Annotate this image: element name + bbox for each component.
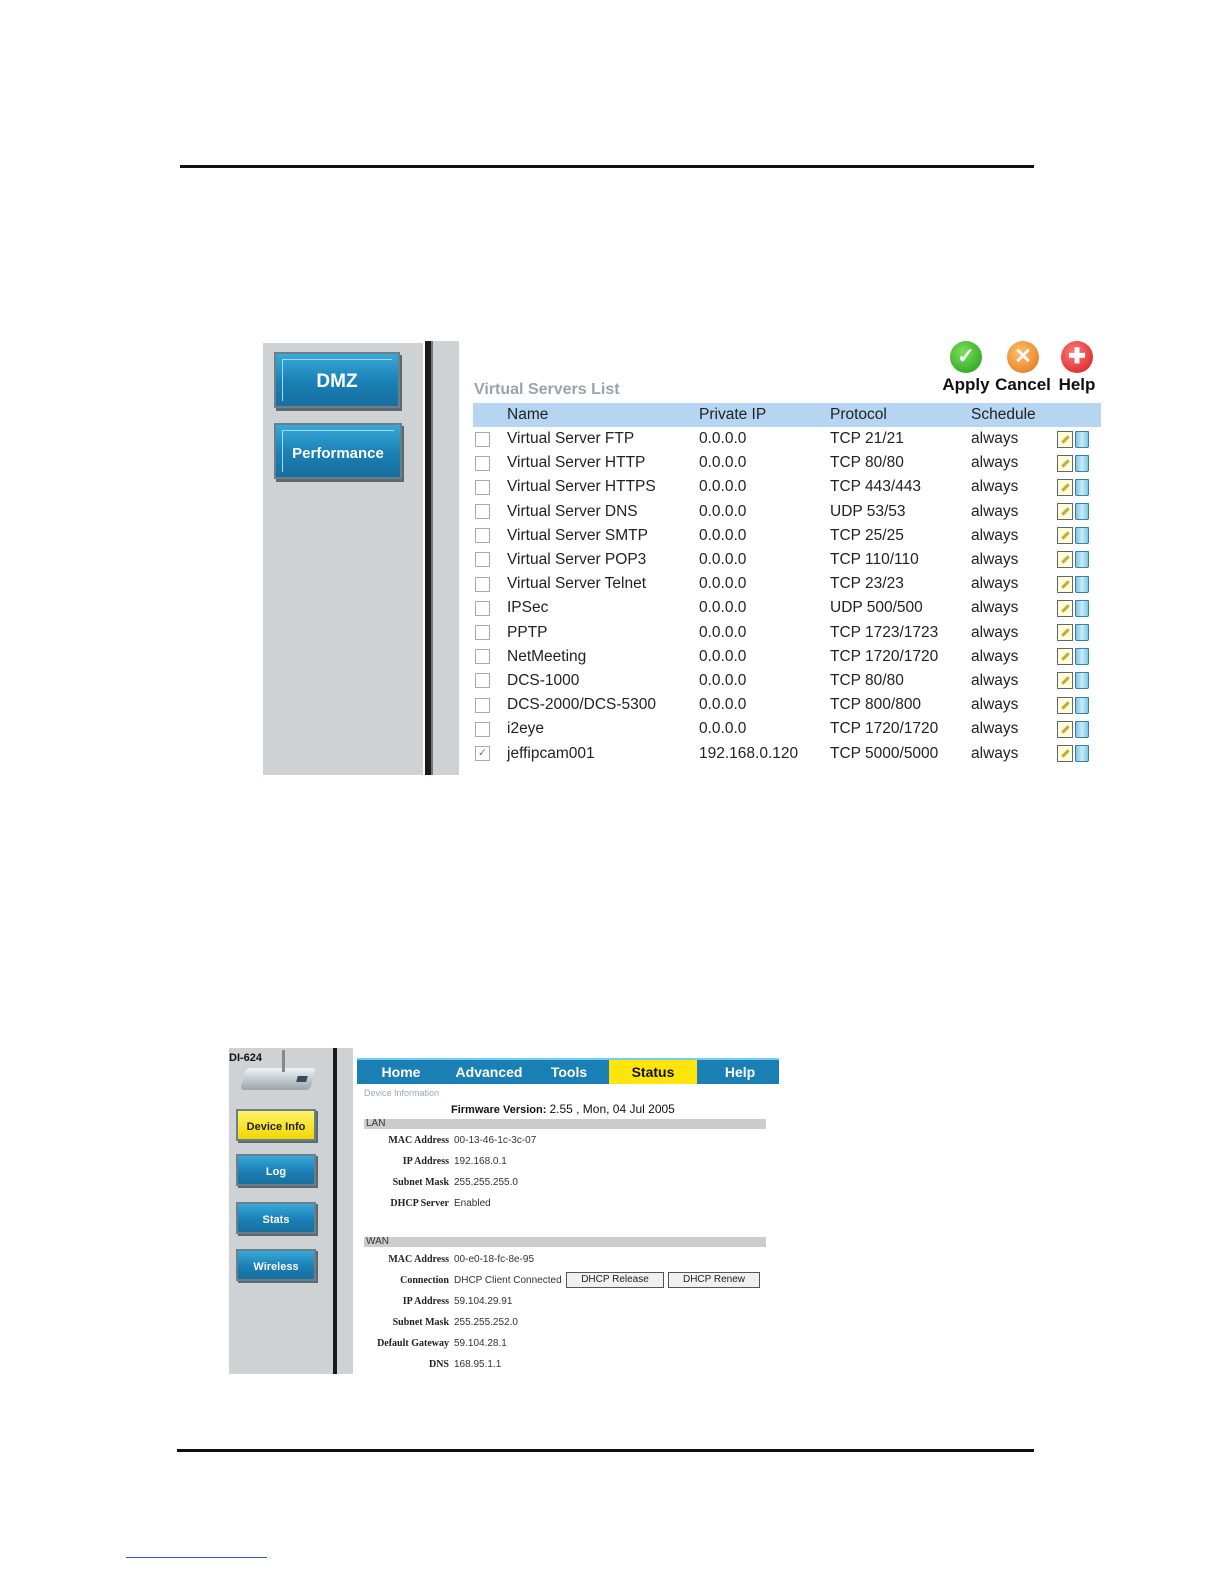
- sidebar-separator: [425, 341, 433, 775]
- row-checkbox[interactable]: [475, 649, 490, 664]
- edit-icon[interactable]: [1057, 600, 1073, 617]
- wan-field-value: 255.255.252.0: [454, 1317, 518, 1328]
- wan-field-value: 59.104.29.91: [454, 1296, 513, 1307]
- help-button[interactable]: ✚ Help: [1057, 341, 1097, 395]
- row-name: IPSec: [507, 599, 549, 617]
- row-protocol: TCP 110/110: [830, 551, 919, 569]
- row-name: DCS-1000: [507, 671, 580, 689]
- row-private-ip: 0.0.0.0: [699, 599, 747, 617]
- row-checkbox[interactable]: [475, 577, 490, 592]
- tab-home[interactable]: Home: [381, 1064, 421, 1080]
- row-schedule: always: [971, 647, 1019, 665]
- performance-button[interactable]: Performance: [274, 423, 402, 479]
- edit-icon[interactable]: [1057, 624, 1073, 641]
- table-row: [473, 524, 1101, 548]
- row-protocol: TCP 1720/1720: [830, 647, 939, 665]
- router-icon: [240, 1068, 316, 1090]
- row-checkbox[interactable]: [475, 722, 490, 737]
- row-checkbox[interactable]: [475, 480, 490, 495]
- antenna-icon: [282, 1050, 285, 1072]
- row-protocol: TCP 1723/1723: [830, 623, 939, 641]
- trash-icon[interactable]: [1075, 551, 1089, 568]
- row-schedule: always: [971, 720, 1019, 738]
- trash-icon[interactable]: [1075, 576, 1089, 593]
- row-name: Virtual Server FTP: [507, 430, 635, 448]
- row-name: DCS-2000/DCS-5300: [507, 696, 657, 714]
- row-schedule: always: [971, 575, 1019, 593]
- row-schedule: always: [971, 671, 1019, 689]
- row-protocol: UDP 53/53: [830, 502, 906, 520]
- edit-icon[interactable]: [1057, 697, 1073, 714]
- wireless-button[interactable]: Wireless: [236, 1249, 316, 1281]
- row-protocol: TCP 5000/5000: [830, 744, 939, 762]
- column-header-name: Name: [507, 403, 699, 427]
- check-icon: ✓: [950, 341, 982, 373]
- row-schedule: always: [971, 454, 1019, 472]
- row-schedule: always: [971, 502, 1019, 520]
- trash-icon[interactable]: [1075, 745, 1089, 762]
- table-row: [473, 451, 1101, 475]
- trash-icon[interactable]: [1075, 600, 1089, 617]
- dmz-button[interactable]: DMZ: [274, 352, 400, 408]
- wan-field-value: 59.104.28.1: [454, 1338, 507, 1349]
- row-private-ip: 0.0.0.0: [699, 623, 747, 641]
- lan-header: LAN: [364, 1119, 766, 1129]
- table-row: [473, 669, 1101, 693]
- apply-button[interactable]: ✓ Apply: [940, 341, 992, 395]
- trash-icon[interactable]: [1075, 648, 1089, 665]
- row-protocol: TCP 25/25: [830, 526, 904, 544]
- row-schedule: always: [971, 430, 1019, 448]
- row-schedule: always: [971, 696, 1019, 714]
- row-checkbox[interactable]: [475, 528, 490, 543]
- row-schedule: always: [971, 526, 1019, 544]
- row-private-ip: 0.0.0.0: [699, 526, 747, 544]
- device-info-screenshot: DI-624 Device Info Log Stats Wireless Home Advanced Tools Status Help Device Information Firmware Version: 2.55 , Mon, 04 Jul 2005 LAN MAC Address 00-13-46-1c-3c-07 IP Address 192.168.0.1 Subnet Mask 255.255.255.0 DHCP Server Enabled WAN MAC Address 00-e0-18-fc-8e-95 Connection DHCP Client Connected IP Address 59.104.29.91 Subnet Mask 255.255.252.0 Default Gateway 59.104.28.1 DNS 168.95.1.1 DHCP Release DHCP Renew: [229, 1048, 779, 1374]
- row-name: NetMeeting: [507, 647, 587, 665]
- trash-icon[interactable]: [1075, 624, 1089, 641]
- table-row: [473, 621, 1101, 645]
- cancel-button[interactable]: ✕ Cancel: [995, 341, 1051, 395]
- row-name: Virtual Server POP3: [507, 551, 647, 569]
- sidebar-gap: [433, 341, 459, 775]
- edit-icon[interactable]: [1057, 672, 1073, 689]
- table-header-row: [473, 403, 1101, 427]
- row-private-ip: 0.0.0.0: [699, 696, 747, 714]
- device-info-button[interactable]: Device Info: [236, 1109, 316, 1141]
- dhcp-release-button[interactable]: DHCP Release: [566, 1272, 664, 1288]
- lan-field-value: 00-13-46-1c-3c-07: [454, 1135, 537, 1146]
- row-checkbox[interactable]: [475, 625, 490, 640]
- row-schedule: always: [971, 478, 1019, 496]
- top-tabs: [357, 1058, 779, 1084]
- row-checkbox[interactable]: [475, 601, 490, 616]
- edit-icon[interactable]: [1057, 551, 1073, 568]
- edit-icon[interactable]: [1057, 455, 1073, 472]
- lan-field-value: Enabled: [454, 1198, 491, 1209]
- table-row: [473, 741, 1101, 765]
- edit-icon[interactable]: [1057, 745, 1073, 762]
- virtual-servers-screenshot: [263, 341, 1103, 775]
- row-private-ip: 0.0.0.0: [699, 502, 747, 520]
- model-label: DI-624: [229, 1052, 263, 1064]
- wan-header: WAN: [364, 1237, 766, 1247]
- log-button[interactable]: Log: [236, 1154, 316, 1186]
- row-private-ip: 0.0.0.0: [699, 478, 747, 496]
- row-name: PPTP: [507, 623, 548, 641]
- virtual-servers-title: Virtual Servers List: [474, 381, 620, 398]
- close-icon: ✕: [1007, 341, 1039, 373]
- dhcp-renew-button[interactable]: DHCP Renew: [668, 1272, 760, 1288]
- tab-help[interactable]: Help: [724, 1064, 756, 1080]
- row-checkbox[interactable]: ✓: [475, 746, 490, 761]
- row-private-ip: 0.0.0.0: [699, 647, 747, 665]
- table-row: [473, 693, 1101, 717]
- plus-icon: ✚: [1061, 341, 1093, 373]
- row-protocol: UDP 500/500: [830, 599, 923, 617]
- table-row: [473, 645, 1101, 669]
- wan-field-value: DHCP Client Connected: [454, 1275, 562, 1286]
- trash-icon[interactable]: [1075, 431, 1089, 448]
- tab-tools[interactable]: Tools: [550, 1064, 588, 1080]
- link-underline: [126, 1557, 267, 1558]
- virtual-servers-table: [473, 403, 1101, 766]
- row-private-ip: 0.0.0.0: [699, 575, 747, 593]
- trash-icon[interactable]: [1075, 503, 1089, 520]
- table-row: [473, 475, 1101, 499]
- edit-icon[interactable]: [1057, 576, 1073, 593]
- row-name: jeffipcam001: [507, 744, 595, 762]
- trash-icon[interactable]: [1075, 721, 1089, 738]
- stats-button[interactable]: Stats: [236, 1202, 316, 1234]
- row-private-ip: 0.0.0.0: [699, 551, 747, 569]
- lan-field-value: 192.168.0.1: [454, 1156, 507, 1167]
- wan-field-value: 168.95.1.1: [454, 1359, 502, 1370]
- row-protocol: TCP 800/800: [830, 696, 922, 714]
- footer-rule: [177, 1449, 1034, 1452]
- column-header-protocol: Protocol: [830, 403, 971, 427]
- table-row: [473, 717, 1101, 741]
- table-row: [473, 427, 1101, 451]
- row-name: Virtual Server SMTP: [507, 526, 648, 544]
- trash-icon[interactable]: [1075, 455, 1089, 472]
- row-protocol: TCP 80/80: [830, 671, 904, 689]
- column-header-schedule: Schedule: [971, 403, 1057, 427]
- trash-icon[interactable]: [1075, 672, 1089, 689]
- advanced-sidebar: [263, 343, 423, 775]
- column-header-private-ip: Private IP: [699, 403, 830, 427]
- section-title: Device Information: [364, 1088, 440, 1098]
- edit-icon[interactable]: [1057, 479, 1073, 496]
- row-schedule: always: [971, 623, 1019, 641]
- row-private-ip: 0.0.0.0: [699, 671, 747, 689]
- row-private-ip: 0.0.0.0: [699, 430, 747, 448]
- row-name: Virtual Server Telnet: [507, 575, 647, 593]
- row-private-ip: 192.168.0.120: [699, 744, 799, 762]
- row-protocol: TCP 80/80: [830, 454, 904, 472]
- edit-icon[interactable]: [1057, 648, 1073, 665]
- sidebar-gap: [337, 1048, 353, 1374]
- firmware-version: Firmware Version: 2.55 , Mon, 04 Jul 2005: [451, 1102, 675, 1116]
- edit-icon[interactable]: [1057, 721, 1073, 738]
- row-protocol: TCP 1720/1720: [830, 720, 939, 738]
- row-protocol: TCP 21/21: [830, 430, 904, 448]
- table-row: [473, 572, 1101, 596]
- row-name: Virtual Server HTTPS: [507, 478, 656, 496]
- tab-advanced[interactable]: Advanced: [455, 1064, 523, 1080]
- wan-field-value: 00-e0-18-fc-8e-95: [454, 1254, 535, 1265]
- edit-icon[interactable]: [1057, 503, 1073, 520]
- trash-icon[interactable]: [1075, 697, 1089, 714]
- row-schedule: always: [971, 599, 1019, 617]
- trash-icon[interactable]: [1075, 527, 1089, 544]
- edit-icon[interactable]: [1057, 527, 1073, 544]
- status-sidebar: [229, 1048, 333, 1374]
- row-protocol: TCP 443/443: [830, 478, 922, 496]
- row-protocol: TCP 23/23: [830, 575, 904, 593]
- row-private-ip: 0.0.0.0: [699, 720, 747, 738]
- row-checkbox[interactable]: [475, 552, 490, 567]
- row-checkbox[interactable]: [475, 504, 490, 519]
- table-row: [473, 596, 1101, 620]
- row-private-ip: 0.0.0.0: [699, 454, 747, 472]
- row-name: Virtual Server HTTP: [507, 454, 646, 472]
- tab-status[interactable]: Status: [609, 1060, 697, 1084]
- edit-icon[interactable]: [1057, 431, 1073, 448]
- row-name: Virtual Server DNS: [507, 502, 638, 520]
- header-rule: [180, 165, 1034, 168]
- lan-field-value: 255.255.255.0: [454, 1177, 518, 1188]
- row-checkbox[interactable]: [475, 456, 490, 471]
- row-name: i2eye: [507, 720, 545, 738]
- trash-icon[interactable]: [1075, 479, 1089, 496]
- row-schedule: always: [971, 744, 1019, 762]
- table-row: [473, 548, 1101, 572]
- row-checkbox[interactable]: [475, 673, 490, 688]
- table-row: [473, 500, 1101, 524]
- row-checkbox[interactable]: [475, 432, 490, 447]
- row-schedule: always: [971, 551, 1019, 569]
- row-checkbox[interactable]: [475, 698, 490, 713]
